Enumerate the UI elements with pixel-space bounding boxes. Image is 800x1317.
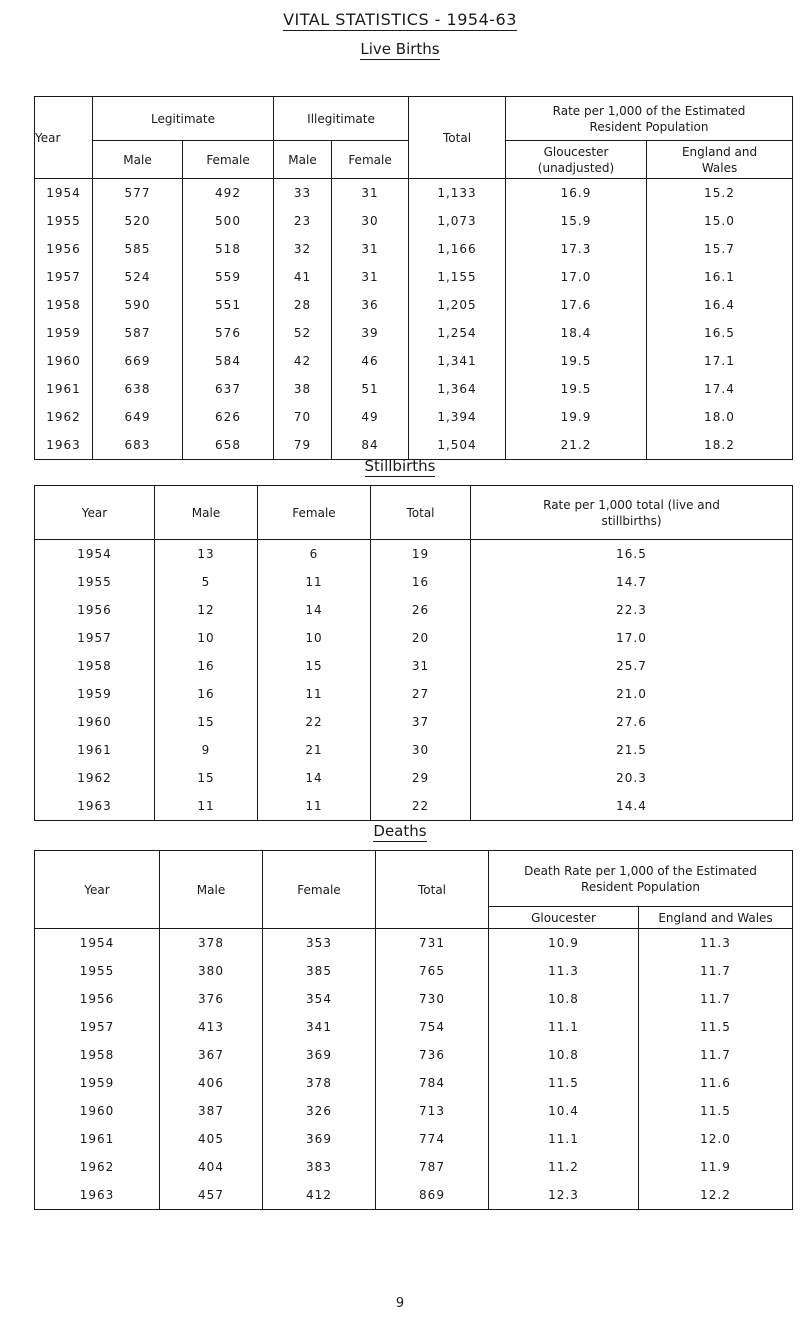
stillbirths-cell: 1962 xyxy=(35,764,155,792)
live-births-cell: 1956 xyxy=(35,235,93,263)
stillbirths-cell: 22 xyxy=(371,792,471,821)
deaths-row xyxy=(35,1125,793,1153)
deaths-cell: 754 xyxy=(376,1013,489,1041)
deaths-cell: 11.9 xyxy=(639,1153,793,1181)
deaths-cell: 326 xyxy=(263,1097,376,1125)
deaths-row xyxy=(35,1041,793,1069)
stillbirths-cell: 1960 xyxy=(35,708,155,736)
live-births-cell: 23 xyxy=(274,207,332,235)
stillbirths-cell: 27 xyxy=(371,680,471,708)
header-total: Total xyxy=(409,97,506,179)
live-births-row xyxy=(35,263,793,291)
stillbirths-cell: 11 xyxy=(155,792,258,821)
header-total: Total xyxy=(376,851,489,929)
deaths-cell: 10.4 xyxy=(489,1097,639,1125)
deaths-cell: 12.0 xyxy=(639,1125,793,1153)
live-births-cell: 1,364 xyxy=(409,375,506,403)
live-births-cell: 1959 xyxy=(35,319,93,347)
live-births-cell: 15.9 xyxy=(506,207,647,235)
stillbirths-cell: 12 xyxy=(155,596,258,624)
live-births-cell: 16.9 xyxy=(506,179,647,208)
stillbirths-cell: 9 xyxy=(155,736,258,764)
live-births-cell: 1,504 xyxy=(409,431,506,460)
deaths-cell: 378 xyxy=(160,929,263,958)
live-births-cell: 79 xyxy=(274,431,332,460)
live-births-cell: 28 xyxy=(274,291,332,319)
deaths-cell: 11.3 xyxy=(639,929,793,958)
deaths-cell: 11.1 xyxy=(489,1013,639,1041)
live-births-cell: 669 xyxy=(93,347,183,375)
live-births-cell: 18.2 xyxy=(647,431,793,460)
deaths-row xyxy=(35,1097,793,1125)
live-births-cell: 46 xyxy=(332,347,409,375)
live-births-cell: 1,155 xyxy=(409,263,506,291)
deaths-row xyxy=(35,1153,793,1181)
stillbirths-cell: 16.5 xyxy=(471,540,793,569)
header-illegitimate: Illegitimate xyxy=(274,97,409,141)
deaths-cell: 1958 xyxy=(35,1041,160,1069)
live-births-cell: 15.2 xyxy=(647,179,793,208)
deaths-row xyxy=(35,957,793,985)
deaths-cell: 406 xyxy=(160,1069,263,1097)
live-births-cell: 584 xyxy=(183,347,274,375)
header-legit-female: Female xyxy=(183,141,274,179)
deaths-cell: 369 xyxy=(263,1041,376,1069)
live-births-cell: 590 xyxy=(93,291,183,319)
deaths-cell: 736 xyxy=(376,1041,489,1069)
deaths-cell: 11.7 xyxy=(639,985,793,1013)
live-births-cell: 51 xyxy=(332,375,409,403)
live-births-cell: 1955 xyxy=(35,207,93,235)
live-births-cell: 17.6 xyxy=(506,291,647,319)
live-births-row xyxy=(35,319,793,347)
stillbirths-row xyxy=(35,764,793,792)
deaths-cell: 1954 xyxy=(35,929,160,958)
deaths-cell: 1961 xyxy=(35,1125,160,1153)
stillbirths-cell: 31 xyxy=(371,652,471,680)
stillbirths-row xyxy=(35,680,793,708)
deaths-cell: 11.6 xyxy=(639,1069,793,1097)
deaths-cell: 10.8 xyxy=(489,985,639,1013)
live-births-cell: 1,254 xyxy=(409,319,506,347)
live-births-table xyxy=(34,96,793,460)
live-births-cell: 16.5 xyxy=(647,319,793,347)
stillbirths-cell: 14.4 xyxy=(471,792,793,821)
deaths-title: Deaths xyxy=(373,822,427,840)
live-births-cell: 637 xyxy=(183,375,274,403)
live-births-cell: 492 xyxy=(183,179,274,208)
stillbirths-cell: 21.0 xyxy=(471,680,793,708)
stillbirths-cell: 16 xyxy=(155,680,258,708)
stillbirths-cell: 11 xyxy=(258,680,371,708)
stillbirths-cell: 21.5 xyxy=(471,736,793,764)
header-illegit-female: Female xyxy=(332,141,409,179)
live-births-cell: 1,205 xyxy=(409,291,506,319)
stillbirths-cell: 37 xyxy=(371,708,471,736)
deaths-cell: 1957 xyxy=(35,1013,160,1041)
stillbirths-cell: 15 xyxy=(258,652,371,680)
live-births-cell: 683 xyxy=(93,431,183,460)
deaths-cell: 713 xyxy=(376,1097,489,1125)
deaths-cell: 11.7 xyxy=(639,957,793,985)
live-births-row xyxy=(35,403,793,431)
stillbirths-cell: 25.7 xyxy=(471,652,793,680)
stillbirths-cell: 11 xyxy=(258,792,371,821)
live-births-cell: 52 xyxy=(274,319,332,347)
live-births-cell: 520 xyxy=(93,207,183,235)
stillbirths-cell: 20.3 xyxy=(471,764,793,792)
deaths-cell: 387 xyxy=(160,1097,263,1125)
stillbirths-cell: 1955 xyxy=(35,568,155,596)
live-births-row xyxy=(35,179,793,208)
deaths-cell: 10.9 xyxy=(489,929,639,958)
live-births-cell: 17.1 xyxy=(647,347,793,375)
live-births-cell: 17.4 xyxy=(647,375,793,403)
deaths-cell: 765 xyxy=(376,957,489,985)
deaths-cell: 11.1 xyxy=(489,1125,639,1153)
stillbirths-cell: 22 xyxy=(258,708,371,736)
deaths-cell: 11.5 xyxy=(639,1097,793,1125)
header-gloucester: Gloucester xyxy=(489,907,639,929)
live-births-cell: 21.2 xyxy=(506,431,647,460)
stillbirths-cell: 16 xyxy=(155,652,258,680)
live-births-cell: 1961 xyxy=(35,375,93,403)
live-births-cell: 38 xyxy=(274,375,332,403)
live-births-cell: 18.0 xyxy=(647,403,793,431)
live-births-cell: 658 xyxy=(183,431,274,460)
deaths-cell: 1963 xyxy=(35,1181,160,1210)
deaths-cell: 385 xyxy=(263,957,376,985)
live-births-cell: 576 xyxy=(183,319,274,347)
live-births-cell: 36 xyxy=(332,291,409,319)
stillbirths-cell: 1959 xyxy=(35,680,155,708)
stillbirths-cell: 15 xyxy=(155,764,258,792)
stillbirths-row xyxy=(35,540,793,569)
deaths-cell: 353 xyxy=(263,929,376,958)
live-births-cell: 15.0 xyxy=(647,207,793,235)
stillbirths-cell: 14.7 xyxy=(471,568,793,596)
live-births-cell: 19.9 xyxy=(506,403,647,431)
stillbirths-cell: 1958 xyxy=(35,652,155,680)
deaths-cell: 376 xyxy=(160,985,263,1013)
stillbirths-table xyxy=(34,485,793,821)
stillbirths-cell: 1956 xyxy=(35,596,155,624)
live-births-cell: 577 xyxy=(93,179,183,208)
live-births-cell: 18.4 xyxy=(506,319,647,347)
header-year: Year xyxy=(35,486,155,540)
deaths-cell: 730 xyxy=(376,985,489,1013)
stillbirths-cell: 21 xyxy=(258,736,371,764)
stillbirths-row xyxy=(35,652,793,680)
deaths-cell: 11.5 xyxy=(639,1013,793,1041)
deaths-row xyxy=(35,985,793,1013)
live-births-cell: 626 xyxy=(183,403,274,431)
deaths-cell: 1962 xyxy=(35,1153,160,1181)
deaths-cell: 12.3 xyxy=(489,1181,639,1210)
stillbirths-row xyxy=(35,568,793,596)
deaths-cell: 412 xyxy=(263,1181,376,1210)
live-births-cell: 551 xyxy=(183,291,274,319)
live-births-cell: 17.0 xyxy=(506,263,647,291)
deaths-cell: 404 xyxy=(160,1153,263,1181)
live-births-cell: 500 xyxy=(183,207,274,235)
header-england: England and Wales xyxy=(647,141,793,179)
live-births-cell: 16.1 xyxy=(647,263,793,291)
live-births-cell: 41 xyxy=(274,263,332,291)
deaths-cell: 341 xyxy=(263,1013,376,1041)
header-female: Female xyxy=(258,486,371,540)
live-births-cell: 638 xyxy=(93,375,183,403)
live-births-cell: 32 xyxy=(274,235,332,263)
header-rate: Rate per 1,000 total (live and stillbirths) xyxy=(471,486,793,540)
deaths-row xyxy=(35,1181,793,1210)
stillbirths-cell: 30 xyxy=(371,736,471,764)
live-births-row xyxy=(35,431,793,460)
live-births-cell: 518 xyxy=(183,235,274,263)
live-births-cell: 15.7 xyxy=(647,235,793,263)
live-births-cell: 33 xyxy=(274,179,332,208)
stillbirths-cell: 1954 xyxy=(35,540,155,569)
deaths-cell: 11.7 xyxy=(639,1041,793,1069)
header-year: Year xyxy=(35,851,160,929)
deaths-table xyxy=(34,850,793,1210)
stillbirths-cell: 13 xyxy=(155,540,258,569)
deaths-cell: 1955 xyxy=(35,957,160,985)
stillbirths-row xyxy=(35,708,793,736)
live-births-cell: 84 xyxy=(332,431,409,460)
live-births-cell: 49 xyxy=(332,403,409,431)
live-births-cell: 587 xyxy=(93,319,183,347)
stillbirths-row xyxy=(35,596,793,624)
deaths-row xyxy=(35,1013,793,1041)
stillbirths-cell: 15 xyxy=(155,708,258,736)
live-births-row xyxy=(35,347,793,375)
live-births-cell: 19.5 xyxy=(506,375,647,403)
deaths-cell: 405 xyxy=(160,1125,263,1153)
live-births-cell: 1,133 xyxy=(409,179,506,208)
header-england: England and Wales xyxy=(639,907,793,929)
live-births-row xyxy=(35,291,793,319)
deaths-cell: 383 xyxy=(263,1153,376,1181)
stillbirths-row xyxy=(35,624,793,652)
header-male: Male xyxy=(155,486,258,540)
live-births-row xyxy=(35,235,793,263)
live-births-cell: 1,394 xyxy=(409,403,506,431)
live-births-cell: 585 xyxy=(93,235,183,263)
live-births-cell: 1958 xyxy=(35,291,93,319)
stillbirths-cell: 29 xyxy=(371,764,471,792)
stillbirths-cell: 14 xyxy=(258,596,371,624)
header-rate: Death Rate per 1,000 of the Estimated Resident Population xyxy=(489,851,793,907)
live-births-cell: 39 xyxy=(332,319,409,347)
stillbirths-cell: 22.3 xyxy=(471,596,793,624)
header-rate: Rate per 1,000 of the Estimated Resident Population xyxy=(506,97,793,141)
deaths-cell: 11.2 xyxy=(489,1153,639,1181)
live-births-cell: 649 xyxy=(93,403,183,431)
deaths-row xyxy=(35,929,793,958)
deaths-cell: 11.5 xyxy=(489,1069,639,1097)
live-births-cell: 559 xyxy=(183,263,274,291)
live-births-cell: 1954 xyxy=(35,179,93,208)
deaths-cell: 784 xyxy=(376,1069,489,1097)
live-births-cell: 31 xyxy=(332,263,409,291)
stillbirths-row xyxy=(35,792,793,821)
stillbirths-cell: 11 xyxy=(258,568,371,596)
deaths-cell: 1960 xyxy=(35,1097,160,1125)
deaths-cell: 1956 xyxy=(35,985,160,1013)
live-births-row xyxy=(35,207,793,235)
stillbirths-cell: 19 xyxy=(371,540,471,569)
deaths-cell: 731 xyxy=(376,929,489,958)
live-births-cell: 1,073 xyxy=(409,207,506,235)
stillbirths-cell: 6 xyxy=(258,540,371,569)
live-births-cell: 1,166 xyxy=(409,235,506,263)
stillbirths-title: Stillbirths xyxy=(364,457,436,475)
stillbirths-cell: 16 xyxy=(371,568,471,596)
stillbirths-cell: 27.6 xyxy=(471,708,793,736)
deaths-cell: 354 xyxy=(263,985,376,1013)
stillbirths-cell: 1961 xyxy=(35,736,155,764)
deaths-cell: 869 xyxy=(376,1181,489,1210)
deaths-cell: 413 xyxy=(160,1013,263,1041)
stillbirths-row xyxy=(35,736,793,764)
stillbirths-cell: 5 xyxy=(155,568,258,596)
live-births-cell: 70 xyxy=(274,403,332,431)
live-births-cell: 17.3 xyxy=(506,235,647,263)
header-legit-male: Male xyxy=(93,141,183,179)
stillbirths-cell: 26 xyxy=(371,596,471,624)
stillbirths-cell: 10 xyxy=(258,624,371,652)
deaths-cell: 378 xyxy=(263,1069,376,1097)
deaths-cell: 380 xyxy=(160,957,263,985)
deaths-cell: 457 xyxy=(160,1181,263,1210)
live-births-cell: 1960 xyxy=(35,347,93,375)
stillbirths-cell: 14 xyxy=(258,764,371,792)
live-births-cell: 1,341 xyxy=(409,347,506,375)
stillbirths-cell: 10 xyxy=(155,624,258,652)
live-births-title: Live Births xyxy=(360,40,440,58)
deaths-row xyxy=(35,1069,793,1097)
stillbirths-cell: 20 xyxy=(371,624,471,652)
deaths-cell: 369 xyxy=(263,1125,376,1153)
header-total: Total xyxy=(371,486,471,540)
stillbirths-cell: 1963 xyxy=(35,792,155,821)
live-births-cell: 1957 xyxy=(35,263,93,291)
live-births-row xyxy=(35,375,793,403)
stillbirths-cell: 1957 xyxy=(35,624,155,652)
header-gloucester: Gloucester (unadjusted) xyxy=(506,141,647,179)
deaths-cell: 367 xyxy=(160,1041,263,1069)
live-births-cell: 30 xyxy=(332,207,409,235)
deaths-cell: 1959 xyxy=(35,1069,160,1097)
deaths-cell: 12.2 xyxy=(639,1181,793,1210)
live-births-cell: 31 xyxy=(332,179,409,208)
stillbirths-cell: 17.0 xyxy=(471,624,793,652)
page-number: 9 xyxy=(395,1296,405,1311)
live-births-cell: 31 xyxy=(332,235,409,263)
deaths-cell: 787 xyxy=(376,1153,489,1181)
header-illegit-male: Male xyxy=(274,141,332,179)
deaths-cell: 774 xyxy=(376,1125,489,1153)
live-births-cell: 42 xyxy=(274,347,332,375)
header-male: Male xyxy=(160,851,263,929)
page-title: VITAL STATISTICS - 1954-63 xyxy=(283,10,517,29)
header-legitimate: Legitimate xyxy=(93,97,274,141)
live-births-cell: 524 xyxy=(93,263,183,291)
deaths-cell: 11.3 xyxy=(489,957,639,985)
deaths-cell: 10.8 xyxy=(489,1041,639,1069)
header-female: Female xyxy=(263,851,376,929)
header-year: Year xyxy=(35,97,93,179)
live-births-cell: 16.4 xyxy=(647,291,793,319)
live-births-cell: 1963 xyxy=(35,431,93,460)
live-births-cell: 19.5 xyxy=(506,347,647,375)
live-births-cell: 1962 xyxy=(35,403,93,431)
